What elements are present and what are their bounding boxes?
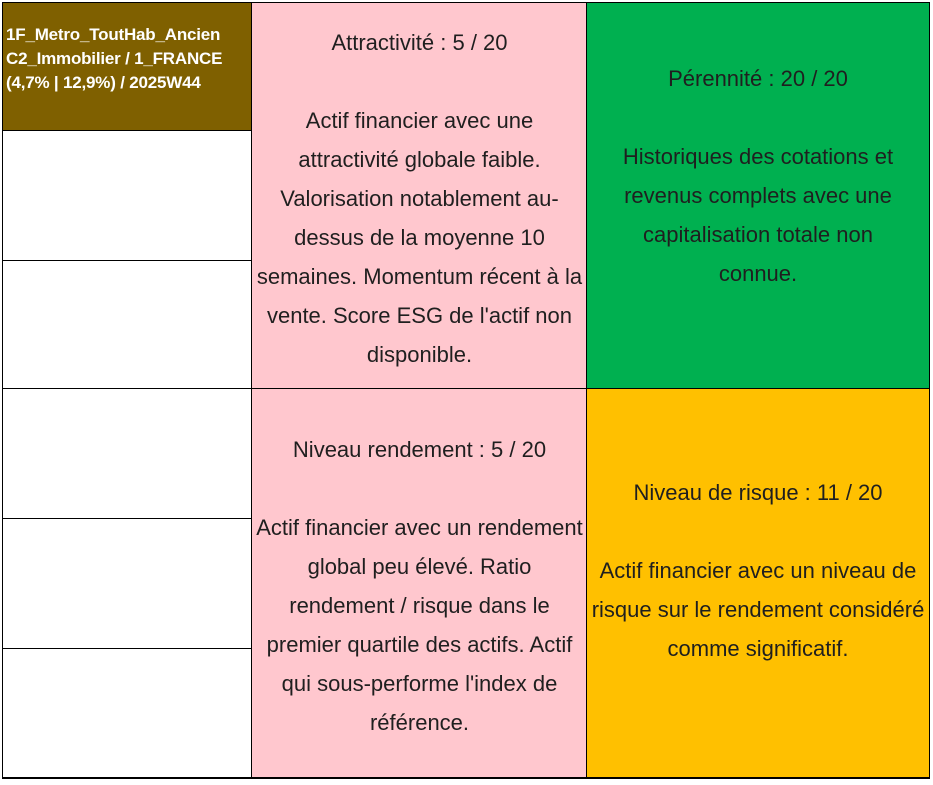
risque-text: Actif financier avec un niveau de risque sur le rendement considéré comme significatif. bbox=[591, 557, 925, 661]
score-grid bbox=[2, 2, 930, 777]
rendement-title: Niveau rendement : 5 / 20 bbox=[292, 437, 547, 462]
blank-cell-1 bbox=[2, 130, 252, 262]
risque-title: Niveau de risque : 11 / 20 bbox=[633, 479, 883, 505]
perennite-card bbox=[586, 2, 930, 390]
asset-name: 1F_Metro_ToutHab_Ancien bbox=[6, 25, 221, 44]
bottom-border bbox=[2, 778, 930, 779]
blank-cell-5 bbox=[2, 648, 252, 778]
blank-cell-3 bbox=[2, 388, 252, 520]
attractivite-title: Attractivité : 5 / 20 bbox=[331, 30, 508, 55]
attractivite-text: Actif financier avec une attractivité globale faible. Valorisation notablement au-dessus de la moyenne 10 semaines. Momentum récent à la vente. Score ESG de l'actif non disponible. bbox=[256, 108, 583, 367]
asset-stats: (4,7% | 12,9%) / 2025W44 bbox=[6, 73, 201, 92]
blank-cell-2 bbox=[2, 260, 252, 390]
asset-category: C2_Immobilier / 1_FRANCE bbox=[6, 49, 223, 68]
rendement-text: Actif financier avec un rendement global peu élevé. Ratio rendement / risque dans le premier quartile des actifs. Actif qui sous-performe l'index de référence. bbox=[256, 515, 583, 735]
asset-header bbox=[2, 2, 252, 132]
attractivite-card bbox=[251, 2, 588, 390]
risque-card bbox=[586, 388, 930, 778]
perennite-title: Pérennité : 20 / 20 bbox=[668, 66, 848, 91]
perennite-text: Historiques des cotations et revenus complets avec une capitalisation totale non connue. bbox=[622, 144, 894, 286]
blank-cell-4 bbox=[2, 518, 252, 650]
rendement-card bbox=[251, 388, 588, 778]
